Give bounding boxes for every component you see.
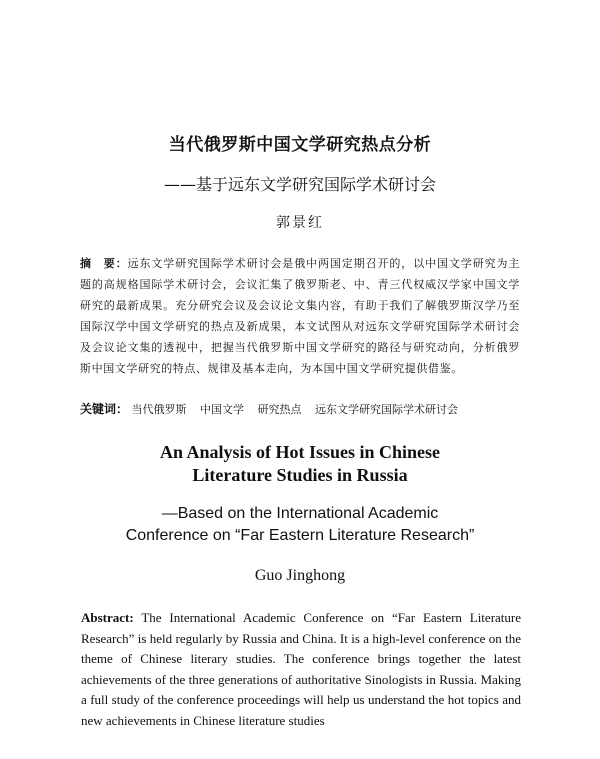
english-title	[0, 441, 600, 487]
keyword: 远东文学研究国际学术研讨会	[315, 403, 459, 416]
chinese-subtitle: ——基于远东文学研究国际学术研讨会	[163, 175, 436, 194]
chinese-title: 当代俄罗斯中国文学研究热点分析	[168, 135, 432, 155]
english-author: Guo Jinghong	[254, 567, 346, 584]
english-subtitle-line: —Based on the International Academic	[161, 505, 439, 522]
chinese-keywords-label: 关键词：	[80, 402, 129, 416]
chinese-author: 郭景红	[276, 215, 324, 231]
english-title-line: An Analysis of Hot Issues in Chinese	[159, 442, 441, 462]
keyword: 中国文学	[200, 403, 245, 416]
chinese-abstract-text: 远东文学研究国际学术研讨会是俄中两国定期召开的，以中国文学研究为主题的高规格国际学术研讨会，会议汇集了俄罗斯老、中、青三代权威汉学家中国文学研究的最新成果。充分研究会议及会议论文集内容，有助于我们了解俄罗斯汉学乃至国际汉学中国文学研究的热点及新成果，本文试图从对远东文学研究国际学术研讨会及会议论文集的透视中，把握当代俄罗斯中国文学研究的路径与研究动向，分析俄罗斯中国文学研究的特点、规律及基本走向，为本国中国文学研究提供借鉴。	[80, 257, 520, 375]
keyword: 当代俄罗斯	[131, 403, 187, 416]
english-subtitle-line: Conference on “Far Eastern Literature Research”	[125, 527, 475, 544]
chinese-abstract	[80, 253, 520, 379]
chinese-abstract-label: 摘 要：	[80, 257, 128, 270]
english-title-line: Literature Studies in Russia	[192, 465, 408, 485]
chinese-keywords	[80, 399, 540, 420]
english-abstract-label: Abstract:	[81, 610, 134, 625]
english-abstract-text: The International Academic Conference on “Far Eastern Literature Research” is held regularly by Russia and China. It is a high-level conference on the theme of Chinese literary studies. The conference brings together the latest achievements of the three generations of authoritative Sinologists in Russia. Making a full study of the conference proceedings will help us understand the hot topics and new achievements in Chinese literature studies	[81, 610, 522, 728]
english-abstract	[81, 608, 521, 731]
keyword: 研究热点	[257, 403, 302, 416]
english-subtitle	[0, 503, 600, 547]
